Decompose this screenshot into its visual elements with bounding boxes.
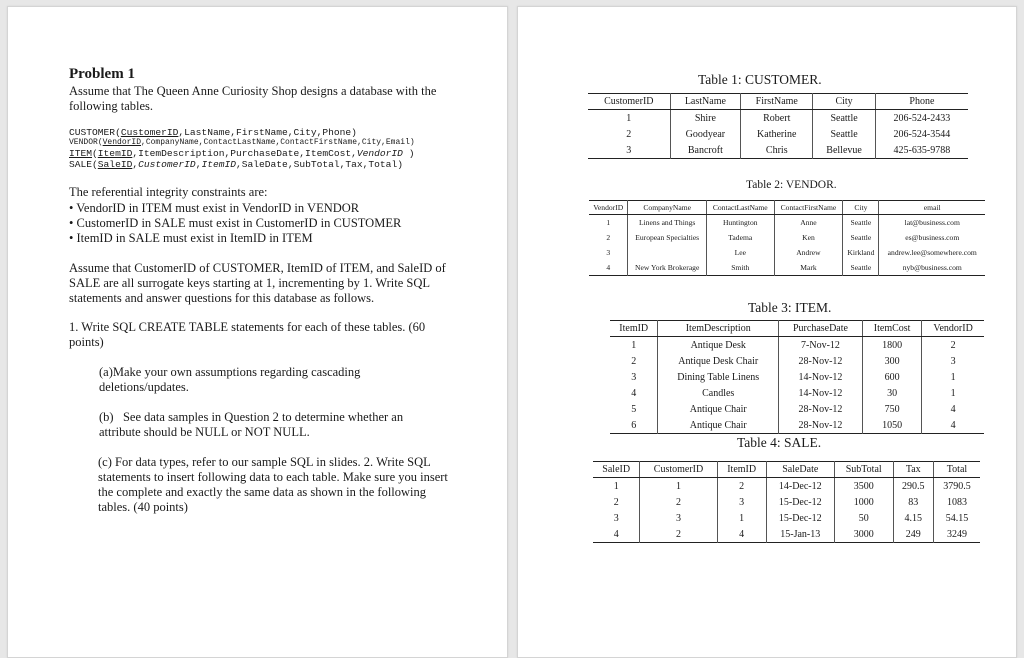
column-header: CompanyName <box>628 201 706 215</box>
table-cell: 14-Nov-12 <box>778 385 862 401</box>
column-header: VendorID <box>922 321 984 337</box>
column-header: VendorID <box>589 201 628 215</box>
table-cell: 4.15 <box>893 510 933 526</box>
table-cell: 2 <box>640 526 717 543</box>
header-row <box>589 201 985 215</box>
table-cell: Mark <box>774 260 843 276</box>
table-cell: New York Brokerage <box>628 260 706 276</box>
table-cell: 1000 <box>834 494 893 510</box>
table-cell: Goodyear <box>670 126 741 142</box>
table-row <box>588 126 968 142</box>
table-cell: 2 <box>626 128 632 140</box>
table-cell: 15-Dec-12 <box>766 494 834 510</box>
table-cell: 2 <box>613 496 619 508</box>
table-cell: Anne <box>774 215 843 231</box>
table-cell: andrew.lee@somewhere.com <box>879 245 985 260</box>
column-header: PurchaseDate <box>778 321 862 337</box>
column-header: Tax <box>893 462 933 478</box>
column-header: City <box>813 94 875 110</box>
table-cell: 4 <box>613 528 619 540</box>
column-header: ItemID <box>717 462 766 478</box>
table-cell: 3 <box>717 494 766 510</box>
table-cell: 3 <box>640 510 717 526</box>
table-cell: Shire <box>670 110 741 127</box>
table-cell: 249 <box>893 526 933 543</box>
table-row <box>588 110 968 127</box>
table-cell: 1050 <box>863 417 922 434</box>
table-cell: Kirkland <box>843 245 879 260</box>
table-cell: Linens and Things <box>628 215 706 231</box>
table-cell: 425-635-9788 <box>875 142 968 159</box>
table-cell: 1083 <box>933 494 980 510</box>
table-cell: 2 <box>631 355 637 367</box>
table-cell: Smith <box>706 260 774 276</box>
table-cell: 1 <box>631 339 637 351</box>
table-cell: Seattle <box>843 215 879 231</box>
table-cell: 28-Nov-12 <box>778 417 862 434</box>
table-cell: 83 <box>893 494 933 510</box>
ri-list <box>69 201 463 246</box>
table-cell: 28-Nov-12 <box>778 353 862 369</box>
table-cell: Candles <box>658 385 779 401</box>
header-row <box>588 94 968 110</box>
table-cell <box>628 245 706 260</box>
column-header: City <box>843 201 879 215</box>
column-header: LastName <box>670 94 741 110</box>
table-cell: 50 <box>834 510 893 526</box>
table-row <box>610 385 984 401</box>
table-cell: 3 <box>613 512 619 524</box>
table-cell: 14-Dec-12 <box>766 478 834 495</box>
table-cell: 4 <box>631 387 637 399</box>
table-cell: 1 <box>922 385 984 401</box>
table-cell: 1 <box>606 218 611 227</box>
table-cell: 5 <box>631 403 637 415</box>
table-cell: 54.15 <box>933 510 980 526</box>
table-row <box>588 142 968 159</box>
table-cell: Chris <box>741 142 813 159</box>
table-cell: 28-Nov-12 <box>778 401 862 417</box>
table-row <box>593 526 980 543</box>
table-cell: 2 <box>640 494 717 510</box>
table-row <box>610 353 984 369</box>
table-cell: 3500 <box>834 478 893 495</box>
table-row <box>593 494 980 510</box>
customer-table-caption: Table 1: CUSTOMER. <box>698 72 822 87</box>
table-cell: 4 <box>606 263 611 272</box>
table-row <box>589 260 985 276</box>
table-cell: 206-524-3544 <box>875 126 968 142</box>
column-header: CustomerID <box>588 94 670 110</box>
table-cell: 4 <box>717 526 766 543</box>
table-cell: 4 <box>922 401 984 417</box>
column-header: ItemID <box>610 321 658 337</box>
question-1c: (c) For data types, refer to our sample SQL in slides. 2. Write SQL statements to insert following data to each table. Make sure you insert the complete and exactly the same data as shown in the following tables. (40 points) <box>98 455 448 514</box>
table-cell: 2 <box>922 337 984 354</box>
table-cell: 6 <box>631 419 637 431</box>
header-row <box>610 321 984 337</box>
table-cell: Bellevue <box>813 142 875 159</box>
table-cell: Dining Table Linens <box>658 369 779 385</box>
table-cell: 2 <box>717 478 766 495</box>
document-page-left <box>7 6 508 658</box>
column-header: SaleDate <box>766 462 834 478</box>
table-row <box>610 369 984 385</box>
table-row <box>589 215 985 231</box>
table-cell: 1800 <box>863 337 922 354</box>
table-cell: 1 <box>717 510 766 526</box>
item-table-caption: Table 3: ITEM. <box>748 300 832 315</box>
table-cell: es@business.com <box>879 230 985 245</box>
header-row <box>593 462 980 478</box>
table-cell: 4 <box>922 417 984 434</box>
column-header: Phone <box>875 94 968 110</box>
table-cell: Antique Chair <box>658 401 779 417</box>
vendor-table-caption: Table 2: VENDOR. <box>746 179 837 191</box>
table-cell: 3790.5 <box>933 478 980 495</box>
column-header: SubTotal <box>834 462 893 478</box>
table-cell: Ken <box>774 230 843 245</box>
table-cell: Seattle <box>813 110 875 127</box>
table-cell: Katherine <box>741 126 813 142</box>
ri-item: • ItemID in SALE must exist in ItemID in ITEM <box>69 231 313 245</box>
table-cell: 3249 <box>933 526 980 543</box>
table-row <box>589 245 985 260</box>
table-cell: Andrew <box>774 245 843 260</box>
column-header: Total <box>933 462 980 478</box>
table-cell: Lee <box>706 245 774 260</box>
column-header: FirstName <box>741 94 813 110</box>
table-cell: lat@business.com <box>879 215 985 231</box>
table-cell: 1 <box>922 369 984 385</box>
problem-title: Problem 1 <box>69 66 135 82</box>
schema-block <box>69 127 463 170</box>
table-row <box>610 337 984 354</box>
table-cell: 600 <box>863 369 922 385</box>
question-1: 1. Write SQL CREATE TABLE statements for each of these tables. (60 points) <box>69 320 426 349</box>
table-cell: European Specialties <box>628 230 706 245</box>
table-cell: Tadema <box>706 230 774 245</box>
table-cell: Seattle <box>843 230 879 245</box>
column-header: ContactFirstName <box>774 201 843 215</box>
table-cell: 3000 <box>834 526 893 543</box>
table-cell: Antique Chair <box>658 417 779 434</box>
table-cell: Huntington <box>706 215 774 231</box>
ri-item: • CustomerID in SALE must exist in CustomerID in CUSTOMER <box>69 216 402 230</box>
table-row <box>589 230 985 245</box>
item-table <box>610 320 984 434</box>
table-cell: 3 <box>922 353 984 369</box>
table-cell: 3 <box>631 371 637 383</box>
customer-table <box>588 93 968 159</box>
document-page-right <box>517 6 1017 658</box>
table-cell: 1 <box>640 478 717 495</box>
ri-item: • VendorID in ITEM must exist in VendorID in VENDOR <box>69 201 360 215</box>
table-cell: 1 <box>626 112 632 124</box>
schema-sale: SALE(SaleID,CustomerID,ItemID,SaleDate,SubTotal,Tax,Total) <box>69 159 403 170</box>
vendor-table <box>589 200 985 276</box>
table-cell: 290.5 <box>893 478 933 495</box>
table-cell: 206-524-2433 <box>875 110 968 127</box>
table-row <box>610 417 984 434</box>
table-cell: Antique Desk <box>658 337 779 354</box>
table-row <box>593 510 980 526</box>
table-row <box>593 478 980 495</box>
column-header: email <box>879 201 985 215</box>
table-cell: Antique Desk Chair <box>658 353 779 369</box>
schema-vendor: VENDOR(VendorID,CompanyName,ContactLastName,ContactFirstName,City,Email) <box>69 138 415 147</box>
table-cell: 30 <box>863 385 922 401</box>
table-cell: 14-Nov-12 <box>778 369 862 385</box>
table-cell: nyb@business.com <box>879 260 985 276</box>
intro-paragraph: Assume that The Queen Anne Curiosity Shop designs a database with the following tables. <box>69 84 437 113</box>
table-cell: 15-Dec-12 <box>766 510 834 526</box>
question-1b: (b) See data samples in Question 2 to determine whether an attribute should be NULL or NOT NULL. <box>99 410 404 439</box>
ri-heading: The referential integrity constraints are: <box>69 185 268 199</box>
table-cell: 2 <box>606 233 611 242</box>
column-header: CustomerID <box>640 462 717 478</box>
column-header: ContactLastName <box>706 201 774 215</box>
column-header: ItemDescription <box>658 321 779 337</box>
schema-customer: CUSTOMER(CustomerID,LastName,FirstName,City,Phone) <box>69 127 357 138</box>
table-cell: Seattle <box>813 126 875 142</box>
table-cell: 15-Jan-13 <box>766 526 834 543</box>
table-cell: 3 <box>606 248 611 257</box>
table-cell: Bancroft <box>670 142 741 159</box>
table-row <box>610 401 984 417</box>
assumption-paragraph: Assume that CustomerID of CUSTOMER, ItemID of ITEM, and SaleID of SALE are all surrogate keys starting at 1, incrementing by 1. Write SQL statements and answer questions for this database as follows. <box>69 261 446 305</box>
table-cell: Seattle <box>843 260 879 276</box>
table-cell: 300 <box>863 353 922 369</box>
question-1a: (a)Make your own assumptions regarding cascading deletions/updates. <box>99 365 361 394</box>
table-cell: 3 <box>626 144 632 156</box>
column-header: ItemCost <box>863 321 922 337</box>
table-cell: 7-Nov-12 <box>778 337 862 354</box>
schema-item: ITEM(ItemID,ItemDescription,PurchaseDate,ItemCost,VendorID ) <box>69 148 415 159</box>
column-header: SaleID <box>593 462 640 478</box>
table-cell: 750 <box>863 401 922 417</box>
sale-table-caption: Table 4: SALE. <box>737 435 822 450</box>
sale-table <box>593 461 980 543</box>
table-cell: Robert <box>741 110 813 127</box>
table-cell: 1 <box>613 480 619 492</box>
